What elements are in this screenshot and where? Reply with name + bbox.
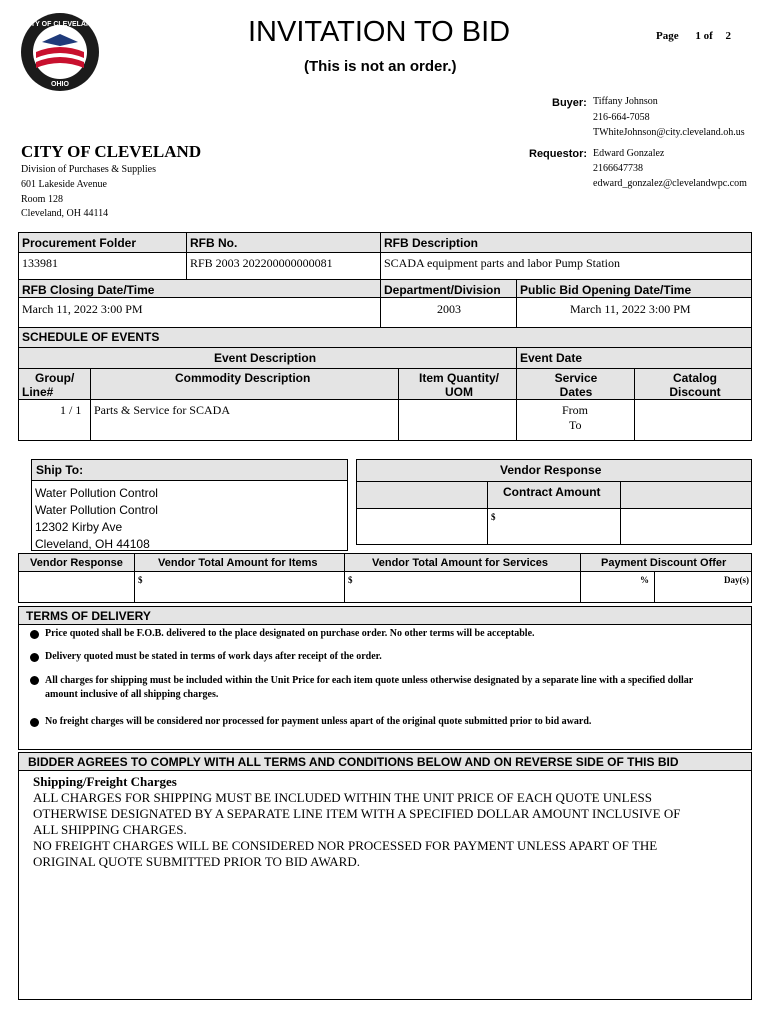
procurement-folder-label: Procurement Folder — [22, 236, 137, 250]
org-name: CITY OF CLEVELAND — [21, 142, 202, 161]
org-line2: 601 Lakeside Avenue — [21, 179, 107, 190]
total-items-input[interactable] — [135, 572, 343, 602]
page-label: Page — [656, 30, 679, 42]
quantity-header — [416, 371, 502, 399]
catalog-header-line1: Catalog — [672, 371, 717, 385]
rfb-number-value: RFB 2003 202200000000081 — [190, 256, 333, 270]
city-seal-logo — [20, 12, 100, 92]
agreement-line4: NO FREIGHT CHARGES WILL BE CONSIDERED NOR PROCESSED FOR PAYMENT UNLESS APART OF THE — [33, 838, 658, 853]
page-title: INVITATION TO BID — [248, 16, 511, 48]
vendor-response-input[interactable] — [19, 572, 133, 602]
ship-to-line3: 12302 Kirby Ave — [35, 520, 123, 534]
bid-opening-value: March 11, 2022 3:00 PM — [570, 302, 691, 316]
group-header — [22, 371, 75, 399]
agreement-line2: OTHERWISE DESIGNATED BY A SEPARATE LINE ITEM WITH A SPECIFIED DOLLAR AMOUNT INCLUSIVE OF — [33, 806, 681, 821]
agreement-line3: ALL SHIPPING CHARGES. — [33, 822, 187, 837]
commodity-header: Commodity Description — [175, 371, 311, 385]
shipping-heading: Shipping/Freight Charges — [33, 774, 177, 789]
agreement-line5: ORIGINAL QUOTE SUBMITTED PRIOR TO BID AWARD. — [33, 854, 360, 869]
ship-to-line4: Cleveland, OH 44108 — [35, 537, 150, 551]
quantity-header-line2: UOM — [445, 385, 473, 399]
columns-header-row — [18, 368, 752, 400]
requestor-email: edward_gonzalez@clevelandwpc.com — [593, 178, 747, 189]
buyer-label: Buyer: — [552, 97, 587, 109]
org-line3: Room 128 — [21, 194, 63, 205]
rfb-description-label: RFB Description — [384, 236, 479, 250]
requestor-phone: 2166647738 — [593, 163, 643, 174]
total-services-col: Vendor Total Amount for Services — [372, 557, 549, 569]
event-date-header: Event Date — [520, 351, 583, 365]
total-items-col: Vendor Total Amount for Items — [158, 557, 318, 569]
service-header-line2: Dates — [559, 385, 593, 399]
row-description: Parts & Service for SCADA — [94, 403, 230, 417]
buyer-name: Tiffany Johnson — [593, 96, 658, 107]
contract-amount-label: Contract Amount — [503, 485, 601, 499]
group-header-line2: Line# — [22, 385, 54, 399]
rfb-closing-label: RFB Closing Date/Time — [22, 283, 155, 297]
vendor-response-col: Vendor Response — [30, 557, 123, 569]
rfb-closing-value: March 11, 2022 3:00 PM — [22, 302, 143, 316]
page-subtitle: (This is not an order.) — [304, 58, 457, 75]
catalog-header-line2: Discount — [669, 385, 721, 399]
page-total: 2 — [725, 30, 732, 42]
bullet-icon — [30, 718, 39, 727]
service-dates-header — [530, 371, 622, 399]
procurement-folder-value: 133981 — [22, 256, 58, 270]
event-description-header: Event Description — [214, 351, 317, 365]
svg-text:CITY OF CLEVELAND: CITY OF CLEVELAND — [23, 21, 97, 28]
term-item-1: Price quoted shall be F.O.B. delivered to the place designated on purchase order. No other terms will be acceptable. — [45, 628, 535, 639]
department-label: Department/Division — [384, 283, 501, 297]
agreement-line1: ALL CHARGES FOR SHIPPING MUST BE INCLUDED WITHIN THE UNIT PRICE OF EACH QUOTE UNLESS — [33, 790, 652, 805]
term-item-2: Delivery quoted must be stated in terms of work days after receipt of the order. — [45, 651, 382, 662]
ship-to-label: Ship To: — [36, 463, 84, 477]
event-header-row — [18, 348, 752, 368]
org-line4: Cleveland, OH 44114 — [21, 208, 109, 219]
agreement-title: BIDDER AGREES TO COMPLY WITH ALL TERMS AND CONDITIONS BELOW AND ON REVERSE SIDE OF THIS BID — [28, 755, 679, 769]
svg-text:OHIO: OHIO — [51, 81, 69, 88]
bid-opening-label: Public Bid Opening Date/Time — [520, 283, 692, 297]
payment-discount-col: Payment Discount Offer — [601, 557, 727, 569]
total-services-input[interactable] — [345, 572, 579, 602]
buyer-phone: 216-664-7058 — [593, 112, 650, 123]
ship-to-line1: Water Pollution Control — [35, 486, 158, 500]
contract-amount-field[interactable] — [488, 509, 619, 544]
bullet-icon — [30, 630, 39, 639]
row-from: From — [562, 403, 589, 417]
requestor-name: Edward Gonzalez — [593, 148, 665, 159]
page-indicator — [656, 30, 731, 42]
page-number: 1 of — [695, 30, 713, 42]
row-line-number: 1 / 1 — [60, 403, 82, 417]
bullet-icon — [30, 653, 39, 662]
vendor-response-title: Vendor Response — [500, 463, 602, 477]
discount-percent-input[interactable] — [581, 572, 653, 602]
contract-dollar-sign: $ — [491, 512, 496, 522]
terms-title: TERMS OF DELIVERY — [26, 609, 151, 623]
group-header-line1: Group/ — [35, 371, 75, 385]
rfb-description-value: SCADA equipment parts and labor Pump Station — [384, 256, 620, 270]
days-label: Day(s) — [724, 575, 749, 585]
rfb-number-label: RFB No. — [190, 236, 238, 250]
catalog-discount-header — [650, 371, 740, 399]
percent-sign: % — [640, 575, 649, 585]
term-item-4: No freight charges will be considered nor processed for payment unless apart of the original quote submitted prior to bid award. — [45, 716, 592, 727]
buyer-email: TWhiteJohnson@city.cleveland.oh.us — [593, 127, 745, 138]
quantity-header-line1: Item Quantity/ — [418, 371, 499, 385]
requestor-label: Requestor: — [529, 148, 588, 160]
services-dollar-sign: $ — [348, 575, 353, 585]
org-line1: Division of Purchases & Supplies — [21, 164, 156, 175]
term-item-3: All charges for shipping must be included within the Unit Price for each item quote unless otherwise designated by a separate line with a specified dollar amount inclusive of all shipping charges. — [45, 675, 694, 700]
discount-days-input[interactable] — [655, 572, 751, 602]
items-dollar-sign: $ — [138, 575, 143, 585]
row-to: To — [569, 418, 582, 432]
service-header-line1: Service — [554, 371, 598, 385]
ship-to-line2: Water Pollution Control — [35, 503, 158, 517]
department-value: 2003 — [437, 302, 461, 316]
schedule-title: SCHEDULE OF EVENTS — [22, 330, 160, 344]
bullet-icon — [30, 676, 39, 685]
